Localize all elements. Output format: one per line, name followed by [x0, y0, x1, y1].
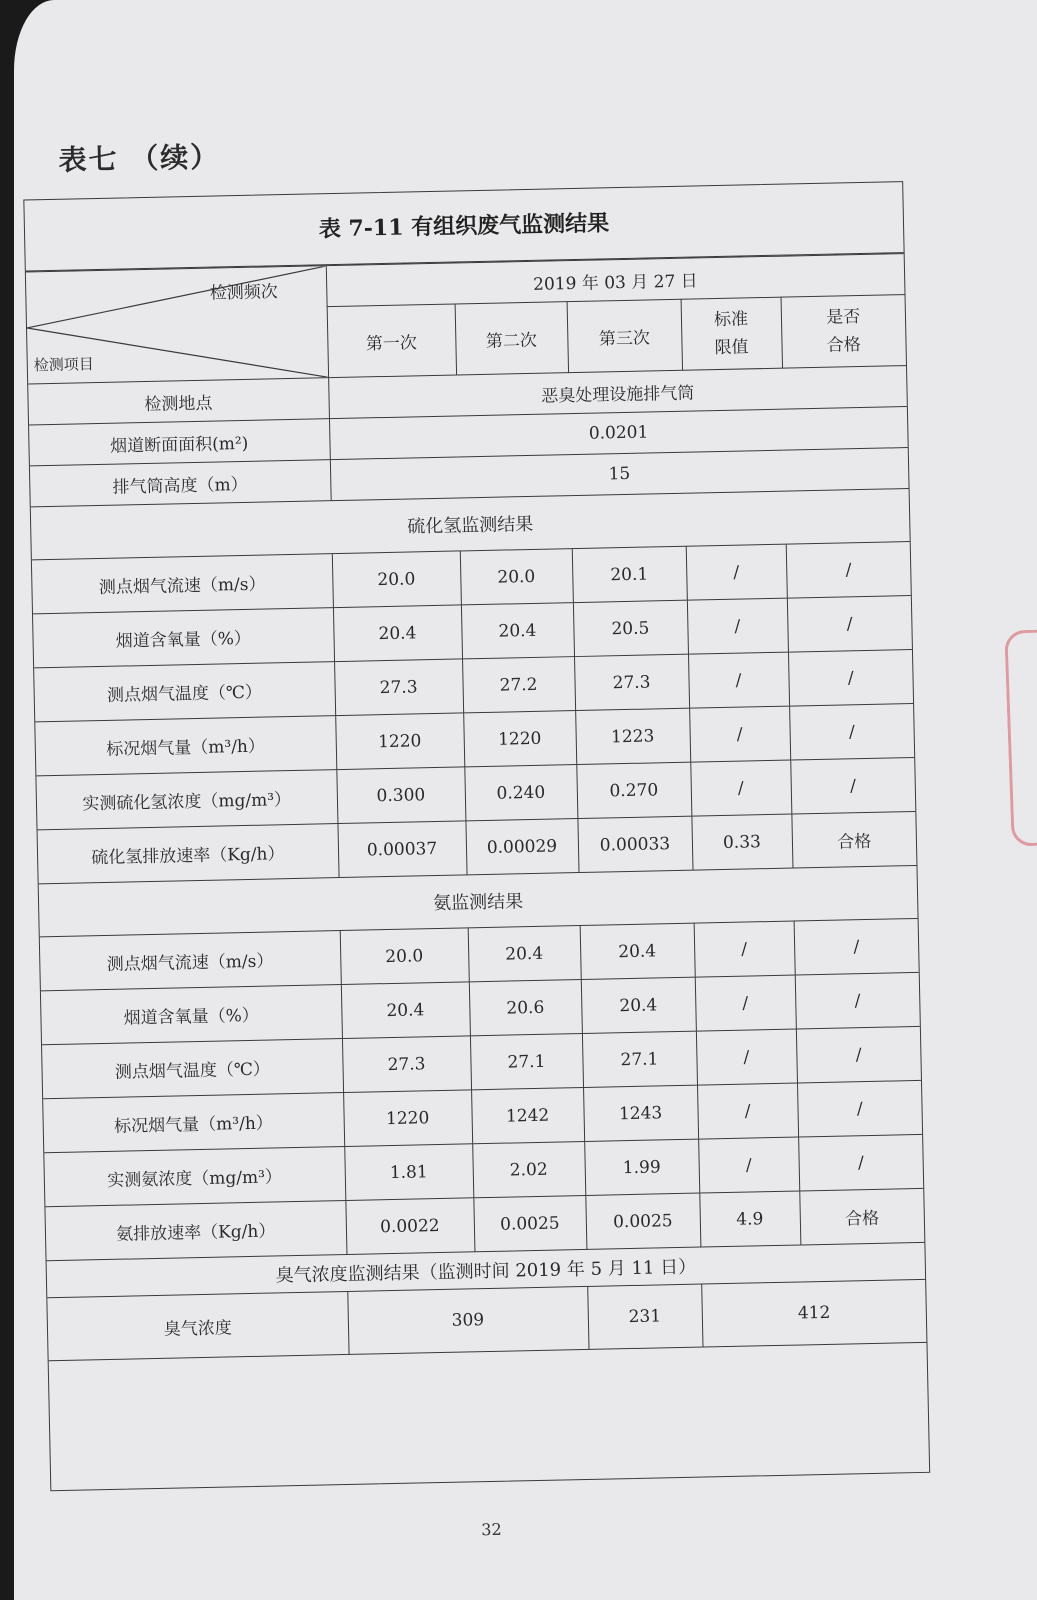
row-label: 实测氨浓度（mg/m³）	[44, 1147, 345, 1207]
row-label: 测点烟气温度（℃）	[34, 662, 335, 722]
item-label: 检测项目	[33, 355, 94, 375]
row-label: 测点烟气流速（m/s）	[40, 931, 341, 991]
pass-value: /	[795, 972, 920, 1029]
limit-value: /	[694, 921, 795, 977]
run1-value: 0.300	[336, 767, 465, 824]
run2-value: 27.1	[470, 1034, 583, 1090]
limit-value: /	[690, 760, 791, 816]
run2-value: 20.4	[461, 603, 574, 659]
run1-value: 0.00037	[337, 821, 466, 878]
page-number: 32	[481, 1519, 502, 1540]
pass-value: /	[797, 1080, 922, 1137]
run3-value: 27.3	[574, 654, 689, 710]
run2-value: 0.00029	[465, 819, 578, 875]
run1-value: 27.3	[334, 659, 463, 716]
run1-value: 1.81	[344, 1144, 473, 1201]
run1-value: 1220	[343, 1090, 472, 1147]
h2s-section-title: 硫化氢监测结果	[31, 489, 910, 560]
location-label: 检测地点	[28, 378, 329, 425]
row-label: 测点烟气流速（m/s）	[32, 554, 333, 614]
run1-value: 1220	[335, 713, 464, 770]
row-label: 硫化氢排放速率（Kg/h）	[38, 824, 339, 884]
run2-value: 20.6	[469, 980, 582, 1036]
row-label: 实测硫化氢浓度（mg/m³）	[36, 770, 337, 830]
nh3-section-title: 氨监测结果	[39, 865, 918, 936]
limit-value: /	[697, 1083, 798, 1139]
area-label: 烟道断面面积(m²)	[29, 419, 330, 466]
run2-value: 1220	[463, 711, 576, 767]
odor-value-3: 412	[701, 1279, 926, 1347]
location-value: 恶臭处理设施排气筒	[328, 366, 907, 419]
area-value: 0.0201	[329, 407, 908, 460]
height-label: 排气筒高度（m）	[30, 460, 331, 507]
limit-value: /	[687, 598, 788, 654]
odor-value-2: 231	[587, 1284, 702, 1349]
run3-value: 0.00033	[577, 816, 692, 872]
run3-value: 1223	[575, 708, 690, 764]
run3-value: 20.1	[572, 546, 687, 602]
row-label: 标况烟气量（m³/h）	[43, 1093, 344, 1153]
table-caption: 表 7-11 有组织废气监测结果	[24, 182, 903, 271]
row-label: 测点烟气温度（℃）	[42, 1039, 343, 1099]
run3-value: 27.1	[582, 1031, 697, 1087]
limit-header: 标准 限值	[681, 297, 782, 370]
pass-value: /	[786, 542, 911, 599]
limit-value: /	[686, 544, 787, 600]
run2-value: 0.240	[464, 765, 577, 821]
pass-value: 合格	[791, 811, 916, 868]
row-label: 烟道含氧量（%）	[41, 985, 342, 1045]
run3-value: 20.5	[573, 600, 688, 656]
run3-value: 1.99	[584, 1139, 699, 1195]
run1-value: 27.3	[342, 1036, 471, 1093]
odor-label: 臭气浓度	[47, 1291, 348, 1360]
limit-value: 4.9	[699, 1191, 800, 1247]
pass-value: /	[798, 1134, 923, 1191]
row-label: 氨排放速率（Kg/h）	[45, 1200, 346, 1260]
monitoring-table	[26, 253, 927, 1361]
run3-value: 0.0025	[585, 1193, 700, 1249]
run3-value: 20.4	[580, 923, 695, 979]
pass-value: /	[788, 650, 913, 707]
run1-value: 0.0022	[345, 1198, 474, 1255]
run2-value: 0.0025	[473, 1195, 586, 1251]
run1-header: 第一次	[327, 304, 456, 378]
limit-value: /	[689, 706, 790, 762]
pass-header: 是否 合格	[781, 295, 906, 369]
pass-value: /	[796, 1026, 921, 1083]
pass-value: /	[789, 703, 914, 760]
pass-value: /	[794, 918, 919, 975]
limit-value: /	[696, 1029, 797, 1085]
height-value: 15	[330, 448, 909, 501]
date-cell: 2019 年 03 月 27 日	[326, 254, 905, 307]
pass-value: 合格	[799, 1188, 924, 1245]
limit-value: 0.33	[691, 814, 792, 870]
run1-value: 20.4	[333, 605, 462, 662]
run3-value: 20.4	[581, 977, 696, 1033]
run2-value: 27.2	[462, 657, 575, 713]
run2-header: 第二次	[455, 302, 568, 375]
run3-value: 1243	[583, 1085, 698, 1141]
frequency-label: 检测频次	[209, 282, 279, 304]
sheet	[14, 0, 1037, 1600]
pass-value: /	[787, 596, 912, 653]
limit-value: /	[688, 652, 789, 708]
table-frame	[23, 181, 930, 1491]
odor-section-title: 臭气浓度监测结果（监测时间 2019 年 5 月 11 日）	[47, 1242, 926, 1297]
run1-value: 20.0	[332, 551, 461, 608]
section-title: 表七 （续）	[58, 140, 221, 177]
run2-value: 20.4	[468, 926, 581, 982]
diagonal-header-cell	[26, 266, 328, 384]
limit-value: /	[695, 975, 796, 1031]
row-label: 标况烟气量（m³/h）	[35, 716, 336, 776]
run2-value: 1242	[471, 1087, 584, 1143]
run3-value: 0.270	[576, 762, 691, 818]
document-page	[14, 0, 1037, 1600]
run2-value: 2.02	[472, 1141, 585, 1197]
run2-value: 20.0	[460, 549, 573, 605]
limit-value: /	[698, 1137, 799, 1193]
run1-value: 20.0	[340, 928, 469, 985]
run1-value: 20.4	[341, 982, 470, 1039]
pass-value: /	[790, 757, 915, 814]
row-label: 烟道含氧量（%）	[33, 608, 334, 668]
odor-value-1: 309	[347, 1286, 588, 1354]
run3-header: 第三次	[567, 299, 682, 372]
